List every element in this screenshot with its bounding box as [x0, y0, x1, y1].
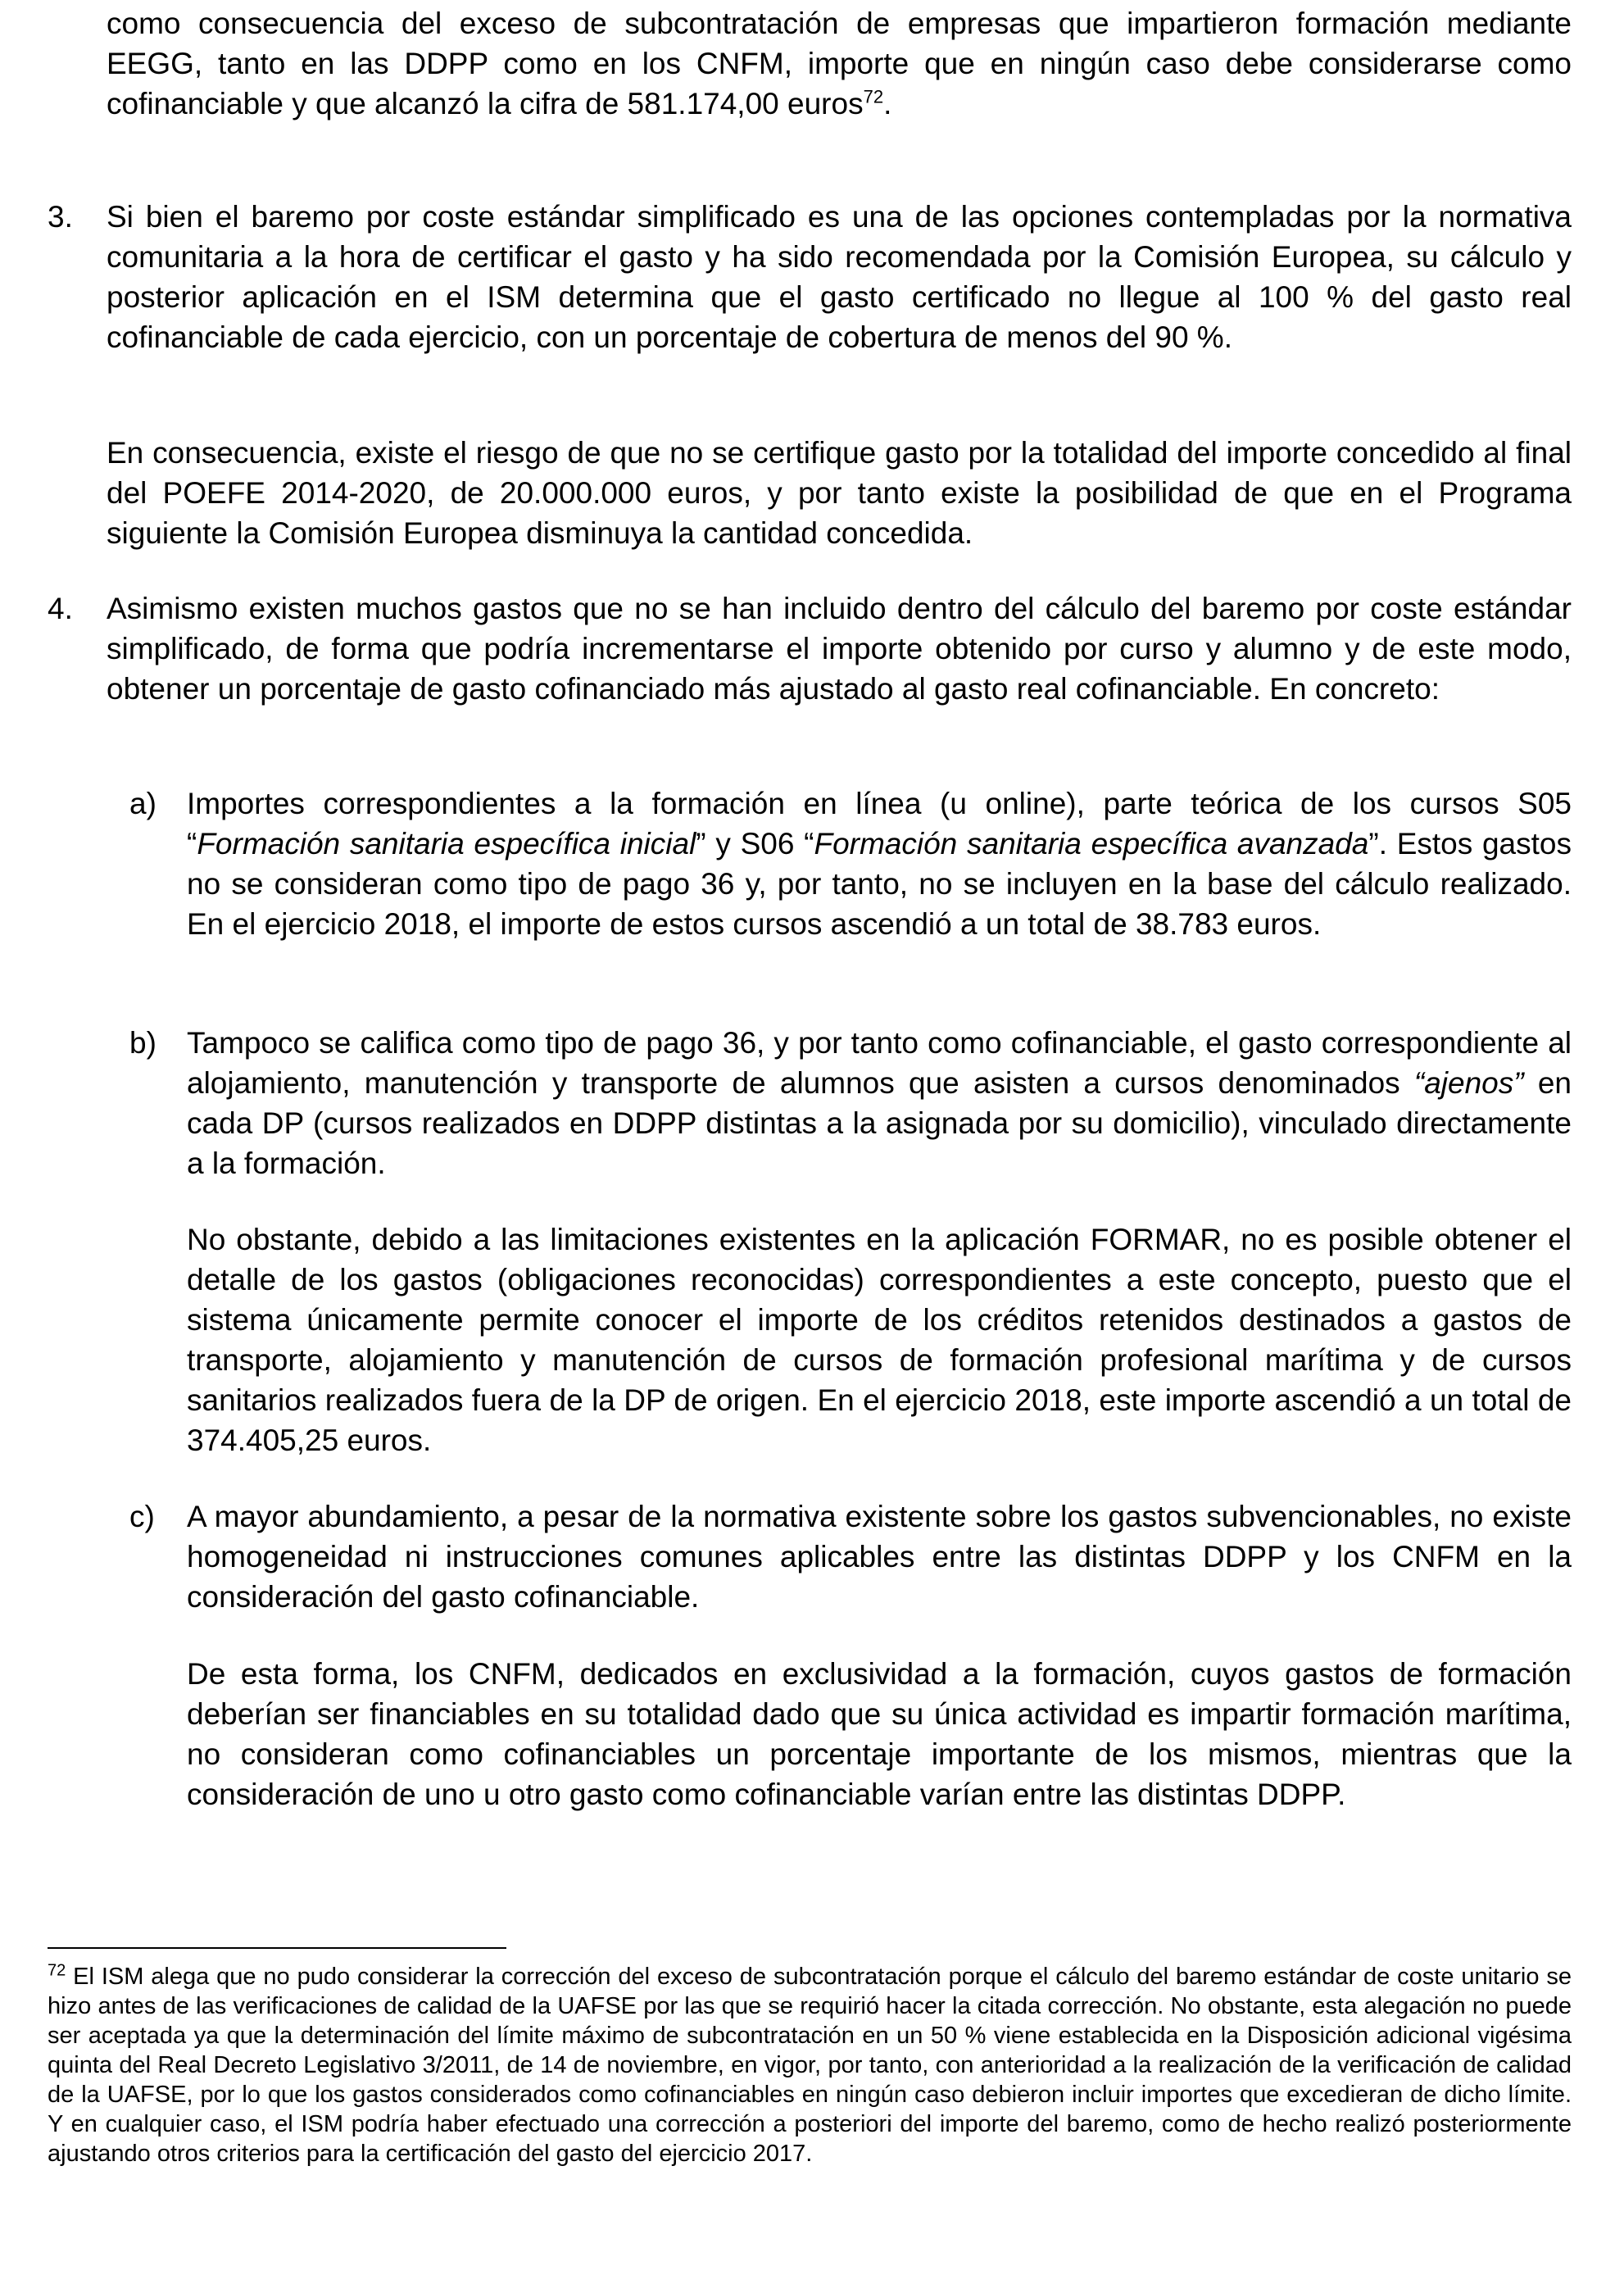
footnote-ref-72[interactable]: 72 [863, 86, 884, 107]
sub-item-b-letter: b) [129, 1026, 157, 1060]
sub-item-b-paragraph [187, 1023, 1572, 1183]
term-ajenos: “ajenos” [1413, 1066, 1524, 1100]
continuation-tail: . [883, 87, 892, 120]
footnote-text: El ISM alega que no pudo considerar la corrección del exceso de subcontratación porque el cálculo del baremo estándar de coste unitario se hizo antes de las verificaciones de calidad de la UAFSE por las que se requirió hacer la citada corrección. No obstante, esta alegación no puede ser aceptada ya que la determinación del límite máximo de subcontratación en un 50 % viene establecida en la Disposición adicional vigésima quinta del Real Decreto Legislativo 3/2011, de 14 de noviembre, en vigor, por tanto, con anterioridad a la realización de la verificación de calidad de la UAFSE, por lo que los gastos considerados como cofinanciables en ningún caso debieron incluir importes que excedieran de dicho límite. Y en cualquier caso, el ISM podría haber efectuado una corrección a posteriori del importe del baremo, como de hecho realizó posteriormente ajustando otros criterios para la certificación del gasto del ejercicio 2017. [48, 1964, 1572, 2167]
continuation-paragraph [107, 3, 1572, 124]
sub-item-c-letter: c) [129, 1500, 155, 1533]
course-name-s05: Formación sanitaria específica inicial [197, 827, 696, 861]
sub-item-b-text-2: en cada DP (cursos realizados en DDPP distintas a la asignada por su domicilio), vinculado directamente a la formación. [187, 1066, 1572, 1180]
item-3-paragraph-2: En consecuencia, existe el riesgo de que no se certifique gasto por la totalidad del importe concedido al final del POEFE 2014-2020, de 20.000.000 euros, y por tanto existe la posibilidad de que en el Programa siguiente la Comisión Europea disminuya la cantidad concedida. [107, 436, 1572, 550]
footnote-separator [48, 1947, 506, 1949]
continuation-text: como consecuencia del exceso de subcontratación de empresas que impartieron formación mediante EEGG, tanto en las DDPP como en los CNFM, importe que en ningún caso debe considerarse como cofinanciable y que alcanzó la cifra de 581.174,00 euros [107, 7, 1572, 120]
sub-item-a-paragraph [187, 783, 1572, 944]
sub-item-b-text-1: Tampoco se califica como tipo de pago 36, y por tanto como cofinanciable, el gasto correspondiente al alojamiento, manutención y transporte de alumnos que asisten a cursos denominados [187, 1026, 1572, 1100]
sub-item-a-text-2: ” y S06 “ [696, 827, 814, 861]
sub-item-c-paragraph-2: De esta forma, los CNFM, dedicados en exclusividad a la formación, cuyos gastos de formación deberían ser financiables en su totalidad dado que su única actividad es impartir formación marítima, no consideran como cofinanciables un porcentaje importante de los mismos, mientras que la consideración de uno u otro gasto como cofinanciable varían entre las distintas DDPP. [187, 1657, 1572, 1811]
item-4-number: 4. [48, 592, 73, 625]
item-3-number: 3. [48, 200, 73, 234]
sub-item-c-paragraph: A mayor abundamiento, a pesar de la normativa existente sobre los gastos subvencionables, no existe homogeneidad ni instrucciones comunes aplicables entre las distintas DDPP y los CNFM en la consideración del gasto cofinanciable. [187, 1500, 1572, 1614]
sub-item-a-letter: a) [129, 787, 157, 820]
sub-item-a-text-3: ”. Estos gastos no se consideran como tipo de pago 36 y, por tanto, no se incluyen en la base del cálculo realizado. En el ejercicio 2018, el importe de estos cursos ascendió a un total de 38.783 euros. [187, 827, 1572, 941]
course-name-s06: Formación sanitaria específica avanzada [814, 827, 1369, 861]
item-3-paragraph: Si bien el baremo por coste estándar simplificado es una de las opciones contempladas por la normativa comunitaria a la hora de certificar el gasto y ha sido recomendada por la Comisión Europea, su cálculo y posterior aplicación en el ISM determina que el gasto certificado no llegue al 100 % del gasto real cofinanciable de cada ejercicio, con un porcentaje de cobertura de menos del 90 %. [107, 200, 1572, 354]
item-4-paragraph: Asimismo existen muchos gastos que no se han incluido dentro del cálculo del baremo por coste estándar simplificado, de forma que podría incrementarse el importe obtenido por curso y alumno y de este modo, obtener un porcentaje de gasto cofinanciado más ajustado al gasto real cofinanciable. En concreto: [107, 592, 1572, 706]
footnote-number: 72 [48, 1961, 66, 1980]
sub-item-b-paragraph-2: No obstante, debido a las limitaciones existentes en la aplicación FORMAR, no es posible obtener el detalle de los gastos (obligaciones reconocidas) correspondientes a este concepto, puesto que el sistema únicamente permite conocer el importe de los créditos retenidos destinados a gastos de transporte, alojamiento y manutención de cursos de formación profesional marítima y de cursos sanitarios realizados fuera de la DP de origen. En el ejercicio 2018, este importe ascendió a un total de 374.405,25 euros. [187, 1223, 1572, 1457]
sub-item-a-text-1: Importes correspondientes a la formación en línea (u online), parte teórica de los cursos S05 “ [187, 787, 1572, 861]
footnote-72 [48, 1962, 1572, 2168]
